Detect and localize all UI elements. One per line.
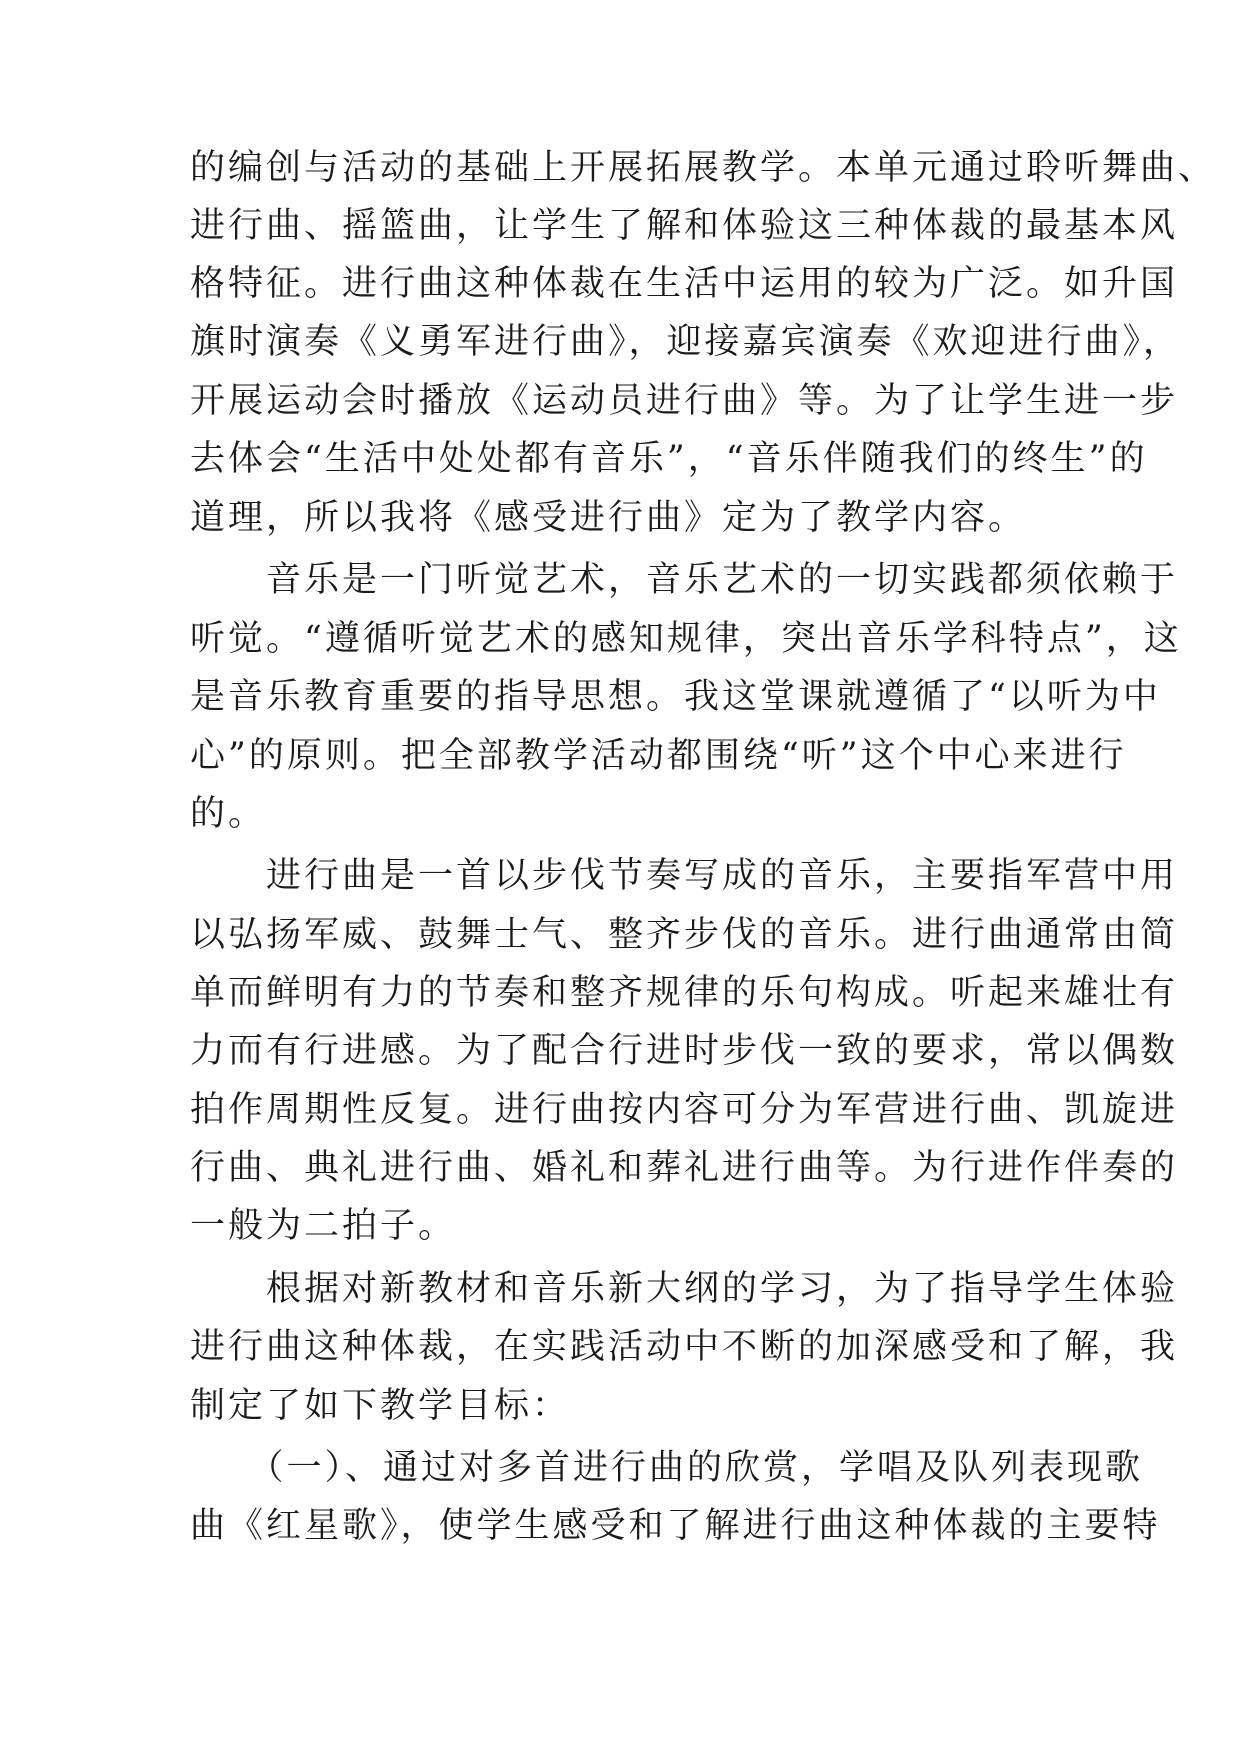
text-line: 制定了如下教学目标： — [190, 1386, 571, 1426]
text-line: 单而鲜明有力的节奏和整齐规律的乐句构成。听起来雄壮有 — [190, 973, 1179, 1013]
text-line: 行曲、典礼进行曲、婚礼和葬礼进行曲等。为行进作伴奏的 — [190, 1148, 1179, 1188]
text-line: 旗时演奏《义勇军进行曲》，迎接嘉宾演奏《欢迎进行曲》， — [190, 322, 1182, 362]
text-line: 道理，所以我将《感受进行曲》定为了教学内容。 — [190, 498, 1027, 538]
text-line: 进行曲、摇篮曲，让学生了解和体验这三种体裁的最基本风 — [190, 206, 1179, 246]
text-line: 进行曲是一首以步伐节奏写成的音乐，主要指军营中用 — [190, 856, 1179, 896]
text-line: 一般为二拍子。 — [190, 1206, 457, 1246]
text-line: 开展运动会时播放《运动员进行曲》等。为了让学生进一步 — [190, 381, 1179, 421]
text-line: 音乐是一门听觉艺术，音乐艺术的一切实践都须依赖于 — [190, 560, 1179, 600]
text-line: 拍作周期性反复。进行曲按内容可分为军营进行曲、凯旋进 — [190, 1090, 1179, 1130]
text-line: 以弘扬军威、鼓舞士气、整齐步伐的音乐。进行曲通常由简 — [190, 915, 1179, 955]
text-line: 格特征。进行曲这种体裁在生活中运用的较为广泛。如升国 — [190, 264, 1179, 304]
text-line: 去体会“生活中处处都有音乐”，“音乐伴随我们的终生”的 — [190, 439, 1148, 479]
text-line: （一）、通过对多首进行曲的欣赏，学唱及队列表现歌 — [190, 1448, 1144, 1488]
text-line: 心”的原则。把全部教学活动都围绕“听”这个中心来进行 — [190, 736, 1127, 776]
text-line: 的。 — [190, 794, 267, 834]
text-line: 听觉。“遵循听觉艺术的感知规律，突出音乐学科特点”，这 — [190, 619, 1182, 659]
text-line: 进行曲这种体裁，在实践活动中不断的加深感受和了解，我 — [190, 1327, 1179, 1367]
text-line: 力而有行进感。为了配合行进时步伐一致的要求，常以偶数 — [190, 1031, 1179, 1071]
text-line: 是音乐教育重要的指导思想。我这堂课就遵循了“以听为中 — [190, 677, 1161, 717]
text-line: 曲《红星歌》，使学生感受和了解进行曲这种体裁的主要特 — [190, 1506, 1161, 1546]
text-line: 的编创与活动的基础上开展拓展教学。本单元通过聆听舞曲、 — [190, 148, 1217, 188]
text-line: 根据对新教材和音乐新大纲的学习，为了指导学生体验 — [190, 1269, 1179, 1309]
